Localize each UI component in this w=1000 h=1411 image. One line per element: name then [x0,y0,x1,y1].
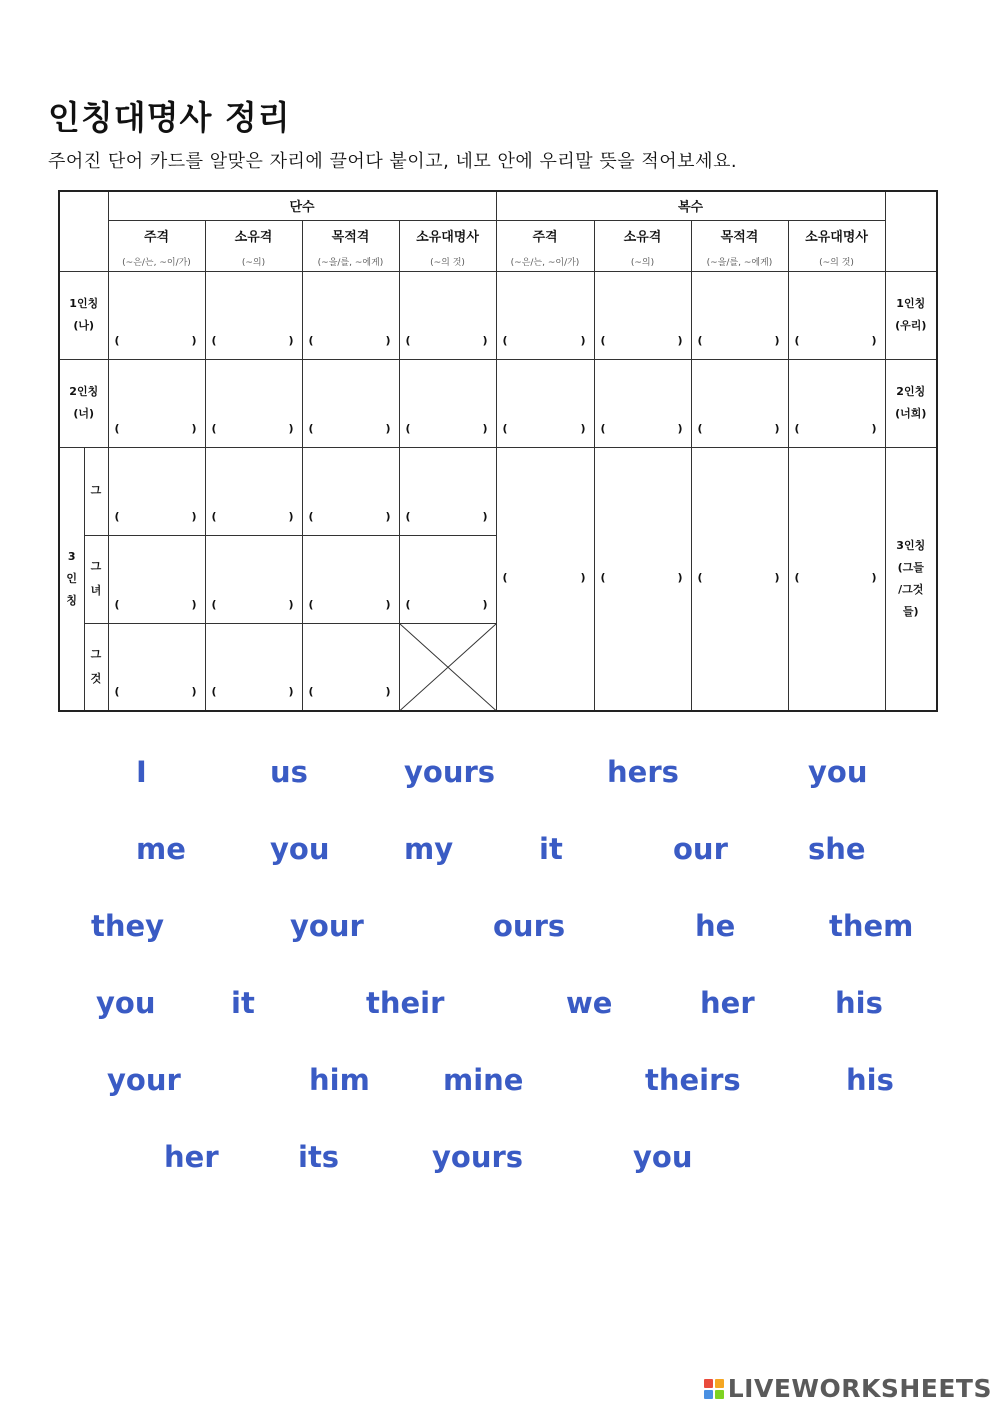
word-card[interactable]: they [91,909,165,943]
word-card[interactable]: mine [443,1063,524,1097]
logo-square [715,1390,724,1399]
word-card[interactable]: ours [493,909,566,943]
answer-cell[interactable] [302,535,399,623]
open-paren: ( [308,421,314,435]
open-paren: ( [600,570,606,584]
open-paren: ( [308,509,314,523]
answer-blank[interactable] [115,685,197,698]
column-label: 목적격 [331,229,370,245]
row-third-he [59,447,937,535]
word-card[interactable]: your [107,1063,181,1097]
open-paren: ( [502,421,508,435]
column-header [108,220,205,271]
word-card[interactable]: us [270,755,308,789]
answer-blank[interactable] [795,571,877,584]
close-paren: ) [871,333,877,347]
close-paren: ) [871,570,877,584]
row-label-line: 그 [90,647,102,661]
answer-blank[interactable] [115,334,197,347]
word-card[interactable]: his [835,986,883,1020]
column-header-row [59,220,937,271]
word-card[interactable]: we [566,986,613,1020]
answer-blank[interactable] [503,571,586,584]
row-label-line: 그 [90,484,102,497]
close-paren: ) [385,685,391,698]
open-paren: ( [405,421,411,435]
logo-square [715,1379,724,1388]
word-card[interactable]: it [231,986,255,1020]
second-person-plural-label [885,359,937,447]
corner-cell [59,191,108,271]
word-card[interactable]: yours [432,1140,524,1174]
answer-cell[interactable] [302,623,399,711]
open-paren: ( [600,333,606,347]
row-label-line: 그 [90,560,102,573]
answer-cell[interactable] [496,271,594,359]
column-hint: (~의 것) [819,257,854,268]
word-card[interactable]: you [808,755,868,789]
column-header [205,220,302,271]
row-label-line: 2인칭 [69,385,99,398]
second-person-label [59,359,108,447]
word-card[interactable]: you [96,986,156,1020]
word-card[interactable]: her [164,1140,219,1174]
open-paren: ( [794,333,800,347]
word-card[interactable]: our [673,832,728,866]
open-paren: ( [114,421,120,435]
open-paren: ( [308,597,314,611]
answer-blank[interactable] [406,334,488,347]
answer-blank[interactable] [212,598,294,611]
answer-blank[interactable] [795,422,877,435]
row-label-line: (너) [73,407,95,420]
answer-cell[interactable] [205,359,302,447]
row-label-line: 것 [90,671,102,685]
open-paren: ( [502,333,508,347]
answer-cell[interactable] [399,271,496,359]
word-card[interactable]: he [695,909,736,943]
column-hint: (~의) [630,257,655,268]
first-person-label [59,271,108,359]
word-card[interactable]: hers [607,755,679,789]
answer-blank[interactable] [698,334,780,347]
close-paren: ) [677,421,683,435]
answer-cell[interactable] [108,359,205,447]
open-paren: ( [794,421,800,435]
answer-cell[interactable] [496,359,594,447]
brand-logo [704,1374,992,1403]
open-paren: ( [405,597,411,611]
word-card[interactable]: his [846,1063,894,1097]
open-paren: ( [697,333,703,347]
close-paren: ) [288,421,294,435]
open-paren: ( [211,421,217,435]
answer-cell[interactable] [205,447,302,535]
answer-blank[interactable] [309,685,391,698]
word-card[interactable]: you [633,1140,693,1174]
answer-cell[interactable] [399,359,496,447]
answer-cell[interactable] [302,271,399,359]
word-card[interactable]: their [366,986,445,1020]
column-hint: (~은/는, ~이/가) [122,257,191,268]
logo-square [704,1379,713,1388]
answer-cell[interactable] [108,535,205,623]
answer-blank[interactable] [309,422,391,435]
open-paren: ( [600,421,606,435]
answer-blank[interactable] [698,571,780,584]
column-label: 주격 [143,229,170,245]
open-paren: ( [794,570,800,584]
close-paren: ) [482,509,488,523]
answer-blank[interactable] [503,334,586,347]
answer-cell[interactable] [399,535,496,623]
pronoun-table [58,190,938,712]
cross-icon [400,624,496,711]
crossed-out-cell [399,623,496,711]
answer-blank[interactable] [212,422,294,435]
third-person-plural-label [885,447,937,711]
row-label-line: 인 [66,571,78,585]
close-paren: ) [482,597,488,611]
close-paren: ) [385,509,391,523]
answer-blank[interactable] [212,510,294,523]
answer-blank[interactable] [115,598,197,611]
brand-name: LIVEWORKSHEETS [727,1374,992,1403]
answer-blank[interactable] [212,685,294,698]
answer-blank[interactable] [115,422,197,435]
row-label-line: 3 [67,549,76,563]
close-paren: ) [774,570,780,584]
close-paren: ) [871,421,877,435]
close-paren: ) [288,333,294,347]
open-paren: ( [114,685,120,698]
close-paren: ) [191,685,197,698]
plural-header: 복수 [496,191,885,220]
answer-blank[interactable] [309,334,391,347]
column-hint: (~을/를, ~에게) [317,257,384,268]
answer-cell[interactable] [691,271,788,359]
word-card[interactable]: she [808,832,866,866]
word-card[interactable]: its [298,1140,340,1174]
answer-cell[interactable] [108,447,205,535]
answer-cell[interactable] [788,359,885,447]
close-paren: ) [385,333,391,347]
close-paren: ) [580,570,586,584]
close-paren: ) [580,421,586,435]
answer-blank[interactable] [406,422,488,435]
answer-cell[interactable] [108,623,205,711]
row-label-line: 2인칭 [896,385,926,398]
column-label: 소유대명사 [416,229,479,245]
answer-blank[interactable] [212,334,294,347]
word-card[interactable]: theirs [645,1063,741,1097]
answer-cell[interactable] [302,359,399,447]
close-paren: ) [774,421,780,435]
word-card[interactable]: you [270,832,330,866]
page-title: 인칭대명사 정리 [48,98,291,137]
third-it-label [84,623,108,711]
answer-blank[interactable] [601,334,683,347]
close-paren: ) [288,597,294,611]
word-card[interactable]: me [136,832,186,866]
answer-blank[interactable] [115,510,197,523]
corner-cell-right [885,191,937,271]
word-card[interactable]: your [290,909,364,943]
third-she-label [84,535,108,623]
row-label-line: 1인칭 [69,297,99,310]
word-card[interactable]: it [539,832,563,866]
answer-cell[interactable] [691,447,788,711]
first-person-plural-label [885,271,937,359]
column-header [594,220,691,271]
word-card[interactable]: them [829,909,914,943]
answer-blank[interactable] [503,422,586,435]
open-paren: ( [114,333,120,347]
third-person-label [59,447,84,711]
word-card[interactable]: my [404,832,454,866]
row-label-line: 들) [902,604,919,618]
row-label-line: /그것 [898,582,924,596]
logo-square [704,1390,713,1399]
open-paren: ( [211,685,217,698]
column-hint: (~의) [241,257,266,268]
close-paren: ) [677,333,683,347]
answer-cell[interactable] [399,447,496,535]
instruction-text: 주어진 단어 카드를 알맞은 자리에 끌어다 붙이고, 네모 안에 우리말 뜻을 적어보세요. [48,151,738,172]
answer-cell[interactable] [788,271,885,359]
close-paren: ) [385,421,391,435]
close-paren: ) [191,333,197,347]
row-label-line: 칭 [66,593,78,607]
column-header [691,220,788,271]
open-paren: ( [308,685,314,698]
close-paren: ) [288,509,294,523]
open-paren: ( [697,570,703,584]
close-paren: ) [191,509,197,523]
answer-blank[interactable] [406,598,488,611]
answer-blank[interactable] [309,510,391,523]
third-he-label [84,447,108,535]
open-paren: ( [502,570,508,584]
answer-cell[interactable] [108,271,205,359]
close-paren: ) [677,570,683,584]
column-hint: (~은/는, ~이/가) [510,257,580,268]
answer-cell[interactable] [205,535,302,623]
column-header [302,220,399,271]
column-hint: (~의 것) [430,257,465,268]
column-label: 소유대명사 [805,229,868,245]
open-paren: ( [405,509,411,523]
open-paren: ( [211,509,217,523]
answer-blank[interactable] [601,571,683,584]
row-label-line: 3인칭 [896,538,926,552]
answer-blank[interactable] [309,598,391,611]
column-header [399,220,496,271]
answer-cell[interactable] [205,271,302,359]
row-label-line: (너희) [895,407,927,420]
answer-blank[interactable] [795,334,877,347]
column-label: 소유격 [234,229,273,245]
close-paren: ) [774,333,780,347]
open-paren: ( [211,333,217,347]
word-card[interactable]: him [309,1063,370,1097]
liveworksheets-logo-icon [704,1379,724,1399]
row-first-person [59,271,937,359]
row-label-line: 녀 [90,584,102,597]
column-hint: (~을/를, ~에게) [706,257,773,268]
close-paren: ) [580,333,586,347]
answer-cell[interactable] [594,447,691,711]
answer-cell[interactable] [205,623,302,711]
word-card[interactable]: I [136,755,147,789]
open-paren: ( [114,509,120,523]
close-paren: ) [288,685,294,698]
column-header [788,220,885,271]
answer-blank[interactable] [406,510,488,523]
answer-cell[interactable] [302,447,399,535]
close-paren: ) [482,333,488,347]
open-paren: ( [405,333,411,347]
answer-cell[interactable] [496,447,594,711]
row-second-person [59,359,937,447]
answer-cell[interactable] [594,359,691,447]
close-paren: ) [385,597,391,611]
row-label-line: (우리) [895,319,927,332]
close-paren: ) [191,597,197,611]
column-label: 목적격 [720,229,759,245]
word-card[interactable]: her [700,986,755,1020]
column-label: 주격 [532,229,558,245]
answer-blank[interactable] [601,422,683,435]
singular-header: 단수 [108,191,496,220]
open-paren: ( [211,597,217,611]
answer-cell[interactable] [788,447,885,711]
answer-cell[interactable] [594,271,691,359]
column-label: 소유격 [623,229,662,245]
open-paren: ( [697,421,703,435]
close-paren: ) [191,421,197,435]
open-paren: ( [308,333,314,347]
answer-cell[interactable] [691,359,788,447]
row-label-line: (그들 [897,560,924,574]
row-label-line: (나) [73,319,95,332]
word-card[interactable]: yours [404,755,496,789]
row-label-line: 1인칭 [896,297,926,310]
close-paren: ) [482,421,488,435]
answer-blank[interactable] [698,422,780,435]
open-paren: ( [114,597,120,611]
column-header [496,220,594,271]
